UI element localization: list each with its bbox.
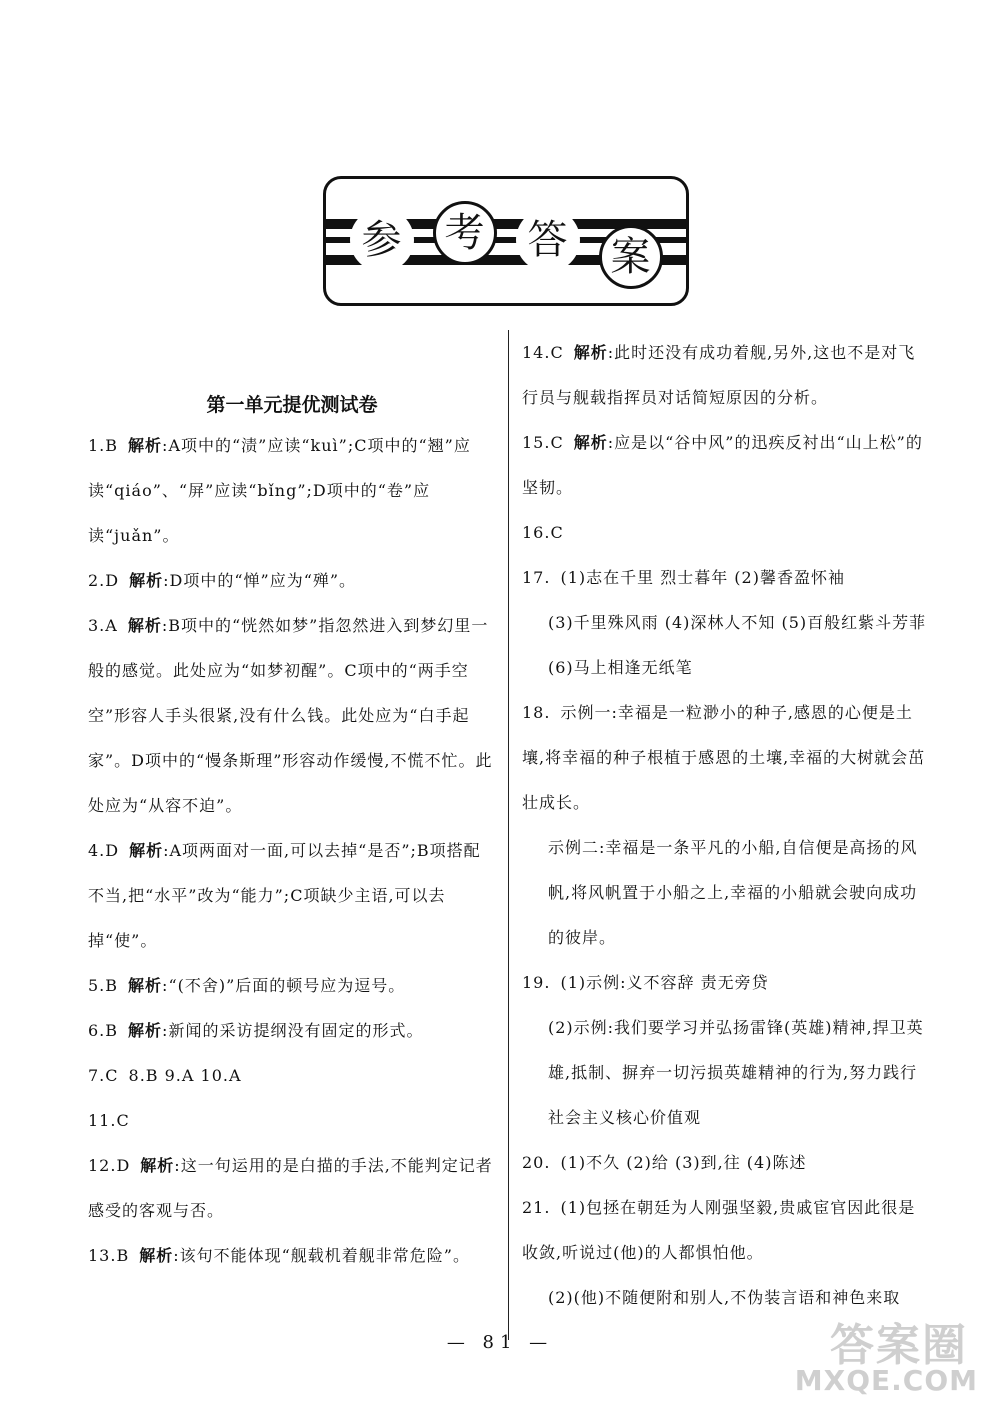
answer-text: 示例一:幸福是一粒渺小的种子,感恩的心便是土壤,将幸福的种子根植于感恩的土壤,幸福的大树就会茁壮成长。 (522, 703, 926, 812)
answer-number: 4.D (88, 841, 120, 860)
section-title: 第一单元提优测试卷 (206, 394, 378, 416)
left-answer-list (88, 423, 496, 1278)
answer-item (88, 1143, 496, 1233)
right-column (522, 330, 930, 1320)
analysis-label: 解析 (128, 976, 163, 995)
page-number: — 81 — (446, 1332, 554, 1353)
answer-text: :这一句运用的是白描的手法,不能判定记者感受的客观与否。 (88, 1156, 493, 1220)
answer-number: 17. (522, 568, 551, 587)
answer-text: (1)志在千里 烈士暮年 (2)馨香盈怀袖 (560, 568, 845, 587)
answer-item (522, 960, 930, 1005)
analysis-label: 解析 (573, 433, 608, 452)
analysis-label: 解析 (127, 616, 162, 635)
answer-number: 21. (522, 1198, 551, 1217)
answer-text: :该句不能体现“舰载机着舰非常危险”。 (173, 1246, 470, 1265)
analysis-label: 解析 (573, 343, 608, 362)
watermark-logo (778, 1309, 978, 1399)
answer-item (88, 1233, 496, 1278)
answer-item (522, 600, 930, 690)
answer-number: 1.B (88, 436, 119, 455)
answer-text: :A项两面对一面,可以去掉“是否”;B项搭配不当,把“水平”改为“能力”;C项缺少主语,可以去掉“使”。 (88, 841, 481, 950)
answer-item (522, 825, 930, 960)
answer-text: (1)不久 (2)给 (3)到,往 (4)陈述 (560, 1153, 807, 1172)
banner-chars (326, 195, 686, 285)
answer-text: :应是以“谷中风”的迅疾反衬出“山上松”的坚韧。 (522, 433, 923, 497)
answer-number: 3.A (88, 616, 118, 635)
left-column (88, 330, 496, 1278)
banner-char: 答 (516, 208, 580, 272)
answer-number: 11.C (88, 1111, 130, 1130)
column-divider (508, 330, 509, 1340)
watermark-url: MXQE.COM (794, 1364, 978, 1397)
answer-number: 12.D (88, 1156, 131, 1175)
analysis-label: 解析 (129, 841, 164, 860)
answer-banner (323, 176, 689, 306)
answer-number: 16.C (522, 523, 564, 542)
answer-text: (2)示例:我们要学习并弘扬雷锋(英雄)精神,捍卫英雄,抵制、摒弃一切污损英雄精神的行为,努力践行社会主义核心价值观 (548, 1018, 924, 1127)
answer-item (88, 603, 496, 828)
answer-item (88, 558, 496, 603)
answer-item (88, 1053, 496, 1098)
answer-text: (3)千里殊风雨 (4)深林人不知 (5)百般红紫斗芳菲 (6)马上相逢无纸笔 (548, 613, 927, 677)
answer-text: :B项中的“恍然如梦”指忽然进入到梦幻里一般的感觉。此处应为“如梦初醒”。C项中的“两手空空”形容人手头很紧,没有什么钱。此处应为“白手起家”。D项中的“慢条斯理”形容动作缓慢,不慌不忙。此处应为“从容不迫”。 (88, 616, 493, 815)
answer-number: 14.C (522, 343, 564, 362)
answer-number: 13.B (88, 1246, 130, 1265)
answer-item (522, 510, 930, 555)
watermark-text: 答案圈 (830, 1320, 968, 1371)
answer-item (522, 690, 930, 825)
answer-item (88, 828, 496, 963)
analysis-label: 解析 (139, 1246, 174, 1265)
answer-text: 8.B 9.A 10.A (128, 1066, 242, 1085)
answer-number: 18. (522, 703, 551, 722)
answer-text: (1)包拯在朝廷为人刚强坚毅,贵戚宦官因此很是收敛,听说过(他)的人都惧怕他。 (522, 1198, 916, 1262)
answer-item (88, 1008, 496, 1053)
answer-item (88, 423, 496, 558)
answer-number: 20. (522, 1153, 551, 1172)
answer-number: 6.B (88, 1021, 119, 1040)
banner-char: 案 (599, 225, 663, 289)
analysis-label: 解析 (129, 571, 164, 590)
answer-item (522, 1005, 930, 1140)
banner-char: 参 (350, 208, 414, 272)
banner-char: 考 (433, 201, 497, 265)
answer-item (88, 963, 496, 1008)
right-answer-list (522, 330, 930, 1320)
answer-number: 5.B (88, 976, 119, 995)
analysis-label: 解析 (140, 1156, 175, 1175)
answer-text: :A项中的“渍”应读“kuì”;C项中的“翘”应读“qiáo”、“屏”应读“bǐng”;D项中的“卷”应读“juǎn”。 (88, 436, 471, 545)
answer-item (522, 1140, 930, 1185)
answer-number: 2.D (88, 571, 120, 590)
answer-text: :D项中的“惮”应为“殚”。 (163, 571, 357, 590)
answer-number: 15.C (522, 433, 564, 452)
answer-item (522, 330, 930, 420)
answer-text: :新闻的采访提纲没有固定的形式。 (162, 1021, 424, 1040)
answer-text: (2)(他)不随便附和别人,不伪装言语和神色来取 (548, 1288, 901, 1307)
answer-text: 示例二:幸福是一条平凡的小船,自信便是高扬的风帆,将风帆置于小船之上,幸福的小船就会驶向成功的彼岸。 (548, 838, 918, 947)
answer-text: (1)示例:义不容辞 责无旁贷 (560, 973, 769, 992)
answer-number: 7.C (88, 1066, 119, 1085)
answer-text: :“(不舍)”后面的顿号应为逗号。 (162, 976, 406, 995)
answer-item (522, 555, 930, 600)
answer-item (88, 1098, 496, 1143)
analysis-label: 解析 (128, 1021, 163, 1040)
answer-number: 19. (522, 973, 551, 992)
answer-item (522, 420, 930, 510)
answer-item (522, 1185, 930, 1275)
analysis-label: 解析 (128, 436, 163, 455)
answer-text: :此时还没有成功着舰,另外,这也不是对飞行员与舰载指挥员对话简短原因的分析。 (522, 343, 916, 407)
